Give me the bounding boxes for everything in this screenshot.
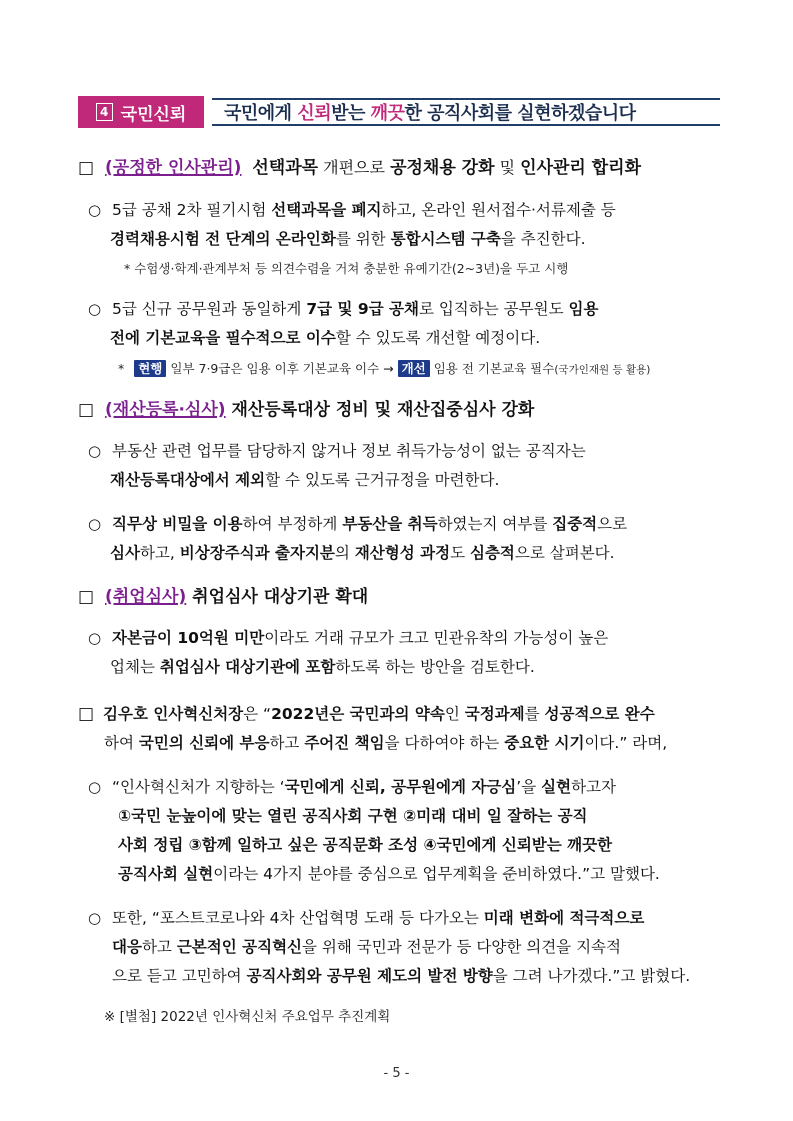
text: 하였는지 여부를	[437, 515, 553, 533]
s3-bullet1-line2	[110, 656, 535, 678]
text: 김우호 인사혁신처장	[103, 705, 244, 723]
circle-bullet-icon: ○	[88, 909, 102, 927]
circle-bullet-icon: ○	[88, 515, 102, 533]
section3-heading	[78, 586, 368, 608]
text: 성공적으로 완수	[544, 705, 655, 723]
s4-bullet1-line1	[88, 776, 616, 798]
text: 경력채용시험 전 단계의 온라인화	[110, 230, 336, 248]
s3-bullet1-line1	[88, 627, 608, 649]
headline-highlight: 깨끗	[370, 103, 405, 124]
square-bullet-icon: □	[78, 587, 95, 607]
heading-text: 인사관리 합리화	[520, 158, 642, 178]
square-bullet-icon: □	[78, 400, 95, 420]
square-bullet-icon: □	[78, 158, 95, 178]
s4-bullet1-line4	[118, 863, 660, 885]
text: 심사	[110, 544, 140, 562]
text: 공직사회 실현	[118, 865, 214, 883]
s2-bullet1-line1	[88, 440, 586, 462]
section-number: 4	[96, 103, 113, 121]
text: “인사혁신처가 지향하는 ‘	[112, 778, 285, 796]
section2-heading	[78, 399, 534, 421]
section4-line1	[78, 703, 655, 725]
text: 부동산을 취득	[342, 515, 438, 533]
s4-bullet2-line1	[88, 907, 644, 929]
s4-bullet1-line3: 사회 정립 ③함께 일하고 싶은 공직문화 조성 ④국민에게 신뢰받는 깨끗한	[118, 836, 613, 854]
text: 취업심사 대상기관에 포함	[159, 658, 336, 676]
section-badge	[78, 96, 204, 128]
text: 을 그려 나가겠다.”고 밝혔다.	[492, 967, 691, 985]
circle-bullet-icon: ○	[88, 778, 102, 796]
text: 임용	[568, 300, 599, 318]
text: 인	[444, 705, 465, 723]
text: 을 추진한다.	[500, 230, 586, 248]
text: 은 “	[243, 705, 272, 723]
s1-bullet2-line2	[110, 327, 540, 349]
text: 하고,	[139, 544, 180, 562]
text: 공직사회와 공무원 제도의 발전 방향	[246, 967, 493, 985]
attachment-note: ※ [별첨] 2022년 인사혁신처 주요업무 추진계획	[104, 1009, 391, 1025]
headline-highlight: 신뢰	[297, 103, 332, 124]
text: 도	[450, 544, 470, 562]
text: 하여	[104, 734, 139, 752]
text: 이라도 거래 규모가 크고 민관유착의 가능성이 높은	[264, 629, 609, 647]
text: 할 수 있도록 근거규정을 마련한다.	[265, 471, 500, 489]
heading-text: 및	[494, 158, 521, 177]
text: 을 다하여야 하는	[384, 734, 505, 752]
text: 업체는	[110, 658, 160, 676]
section1-heading	[78, 157, 641, 179]
s1-bullet1-line1	[88, 199, 616, 221]
text: 임용 전 기본교육 필수	[429, 361, 555, 376]
heading-text: 개편으로	[318, 158, 391, 177]
s2-bullet2-line1	[88, 513, 627, 535]
text: 으로 살펴본다.	[514, 544, 615, 562]
section4-line2	[104, 732, 667, 754]
text: 선택과목을 폐지	[271, 201, 382, 219]
text: 심층적	[469, 544, 515, 562]
page-number: - 5 -	[383, 1066, 410, 1081]
text: 7급 및 9급 공채	[306, 300, 419, 318]
text: 5급 신규 공무원과 동일하게	[112, 300, 307, 318]
text: 으로	[597, 515, 628, 533]
text: 5급 공채 2차 필기시험	[112, 201, 272, 219]
s2-bullet1-line2	[110, 469, 499, 491]
headline-part: 한 공직사회를 실현하겠습니다	[404, 103, 636, 124]
section3-tag: (취업심사)	[105, 587, 187, 607]
s4-bullet2-line3	[112, 965, 690, 987]
text: 을 위해 국민과 전문가 등 다양한 의견을 지속적	[302, 938, 621, 956]
text: 하고, 온라인 원서접수·서류제출 등	[381, 201, 616, 219]
section1-tag: (공정한 인사관리)	[105, 158, 242, 178]
text: 통합시스템 구축	[390, 230, 501, 248]
text: 국민의 신뢰에 부응	[138, 734, 270, 752]
text: 중요한 시기	[504, 734, 585, 752]
text: 부동산 관련 업무를 담당하지 않거나 정보 취득가능성이 없는 공직자는	[112, 442, 586, 460]
text: 2022년은 국민과의 약속	[271, 705, 445, 723]
s1-bullet1-line2	[110, 228, 586, 250]
heading-text: 재산등록대상 정비 및 재산집중심사 강화	[225, 400, 535, 420]
heading-text: 취업심사 대상기관 확대	[186, 587, 369, 607]
text: 로 입직하는 공무원도	[418, 300, 569, 318]
text: 주어진 책임	[304, 734, 385, 752]
section-headline	[212, 98, 720, 126]
current-tag: 현행	[134, 360, 166, 377]
text: 재산등록대상에서 제외	[110, 471, 266, 489]
improvement-tag: 개선	[398, 360, 430, 377]
text: 근본적인 공직혁신	[176, 938, 303, 956]
circle-bullet-icon: ○	[88, 201, 102, 219]
s1-bullet2-line1	[88, 298, 598, 320]
text: 미래 변화에 적극적으로	[483, 909, 645, 927]
heading-text: 선택과목	[252, 158, 319, 178]
text: 자본금이 10억원 미만	[112, 629, 265, 647]
text: 으로 듣고 고민하여	[112, 967, 247, 985]
headline-part: 받는	[331, 103, 371, 124]
text: 하고자	[571, 778, 616, 796]
text: 하고	[141, 938, 177, 956]
section-badge-label: 국민신뢰	[120, 104, 187, 125]
text: ’을	[516, 778, 542, 796]
s2-bullet2-line2	[110, 542, 615, 564]
text: 할 수 있도록 개선할 예정이다.	[335, 329, 541, 347]
s1-bullet1-note: * 수험생·학계·관계부처 등 의견수렴을 거쳐 충분한 유예기간(2~3년)을 두고 시행	[124, 261, 569, 276]
square-bullet-icon: □	[78, 704, 95, 724]
text: 의	[334, 544, 355, 562]
text: 하여 부정하게	[242, 515, 343, 533]
s1-bullet2-note	[118, 358, 650, 381]
section-header	[78, 92, 720, 134]
circle-bullet-icon: ○	[88, 629, 102, 647]
text: 하도록 하는 방안을 검토한다.	[335, 658, 535, 676]
text: 하고	[269, 734, 305, 752]
note-star: *	[118, 361, 125, 376]
s4-bullet2-line2	[112, 936, 621, 958]
text: (국가인재원 등 활용)	[554, 364, 651, 376]
text: 국민에게 신뢰, 공무원에게 자긍심	[284, 778, 517, 796]
text: 국정과제	[464, 705, 525, 723]
section2-tag: (재산등록·심사)	[105, 400, 226, 420]
text: 이다.” 라며,	[584, 734, 668, 752]
text: 또한, “포스트코로나와 4차 산업혁명 도래 등 다가오는	[112, 909, 484, 927]
text: 직무상 비밀을 이용	[112, 515, 243, 533]
text: 비상장주식과 출자지분	[179, 544, 335, 562]
text: 집중적	[552, 515, 598, 533]
heading-text: 공정채용 강화	[390, 158, 495, 178]
circle-bullet-icon: ○	[88, 300, 102, 318]
text: 일부 7·9급은 임용 이후 기본교육 이수 →	[166, 361, 398, 376]
text: 를	[524, 705, 545, 723]
text: 이라는 4가지 분야를 중심으로 업무계획을 준비하였다.”고 말했다.	[213, 865, 660, 883]
text: 전에 기본교육을 필수적으로 이수	[110, 329, 336, 347]
text: 재산형성 과정	[354, 544, 451, 562]
text: 실현	[541, 778, 572, 796]
text: 대응	[112, 938, 142, 956]
headline-part: 국민에게	[224, 103, 298, 124]
s4-bullet1-line2: ①국민 눈높이에 맞는 열린 공직사회 구현 ②미래 대비 일 잘하는 공직	[118, 807, 588, 825]
circle-bullet-icon: ○	[88, 442, 102, 460]
text: 를 위한	[335, 230, 391, 248]
